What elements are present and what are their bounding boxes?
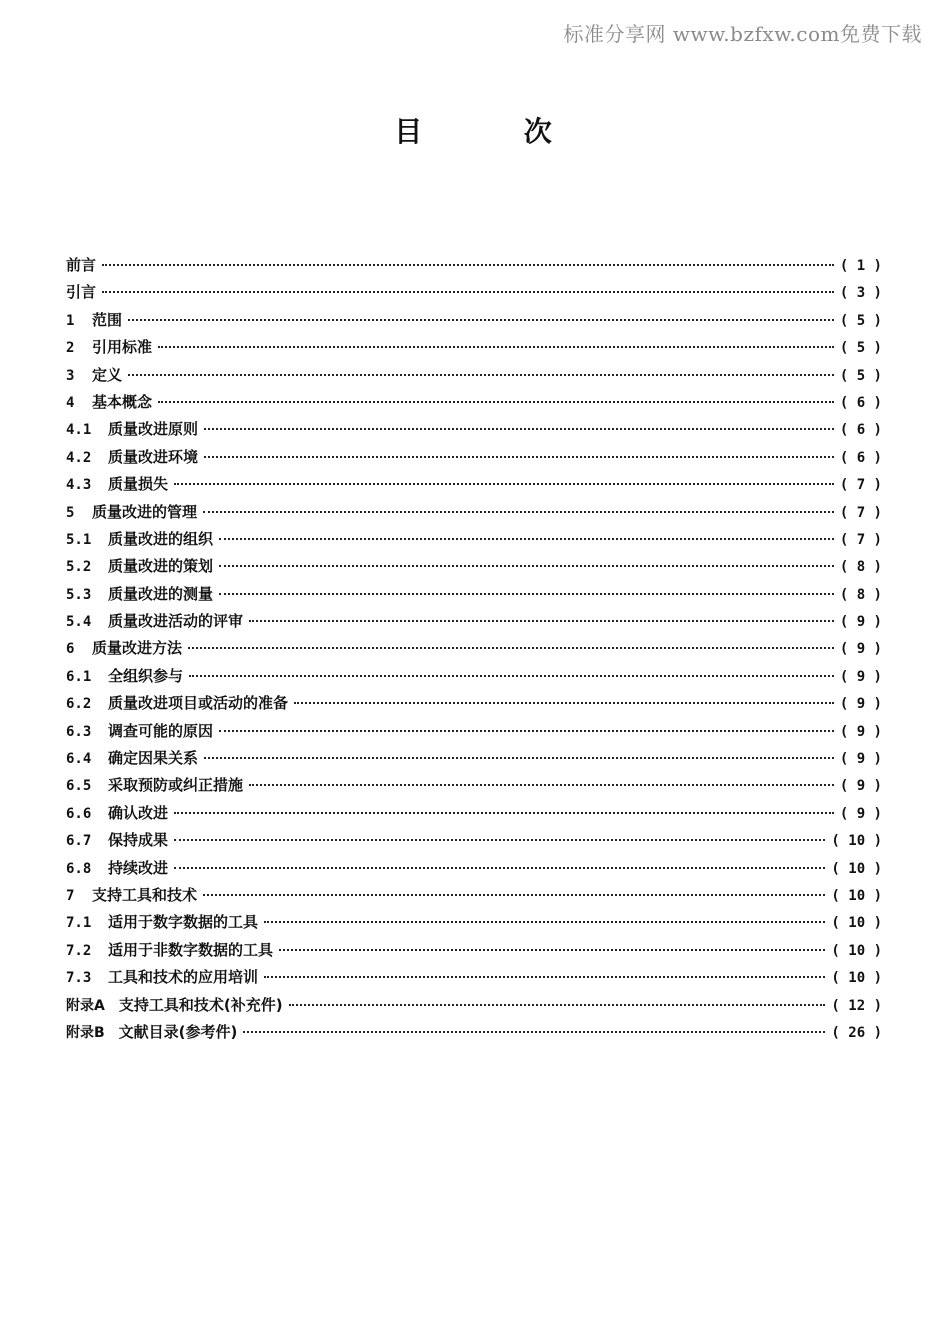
toc-entry-title: 质量改进原则 — [108, 420, 199, 439]
toc-dot-leader — [174, 483, 834, 485]
toc-entry-number: 7.3 — [66, 970, 92, 987]
toc-dot-leader — [204, 428, 834, 430]
toc-entry[interactable] — [66, 364, 882, 391]
toc-entry[interactable] — [66, 829, 882, 856]
toc-entry-title: 文献目录(参考件) — [118, 1022, 238, 1041]
toc-entry-page: ( 5 ) — [839, 312, 882, 329]
toc-entry-page: ( 9 ) — [839, 751, 882, 768]
toc-dot-leader — [158, 401, 834, 403]
toc-entry-page: ( 3 ) — [839, 285, 882, 302]
toc-dot-leader — [219, 565, 834, 567]
toc-entry-page: ( 5 ) — [839, 367, 882, 384]
toc-entry-number: 6.5 — [66, 778, 92, 795]
toc-entry[interactable] — [66, 994, 882, 1021]
toc-dot-leader — [264, 921, 825, 923]
toc-entry[interactable] — [66, 254, 882, 281]
toc-dot-leader — [249, 620, 834, 622]
toc-entry[interactable] — [66, 555, 882, 582]
title-char-right: 次 — [523, 115, 556, 148]
toc-entry-page: ( 9 ) — [839, 805, 882, 822]
toc-entry-page: ( 26 ) — [831, 1024, 882, 1041]
toc-dot-leader — [219, 538, 834, 540]
title-char-left: 目 — [394, 115, 427, 148]
toc-entry-page: ( 10 ) — [831, 887, 882, 904]
toc-entry-title: 支持工具和技术 — [92, 885, 198, 904]
toc-entry-page: ( 6 ) — [839, 422, 882, 439]
toc-dot-leader — [102, 264, 834, 266]
toc-entry-page: ( 10 ) — [831, 833, 882, 850]
toc-entry-page: ( 12 ) — [831, 997, 882, 1014]
toc-dot-leader — [204, 757, 834, 759]
toc-entry-number: 6.3 — [66, 723, 92, 740]
toc-dot-leader — [174, 839, 825, 841]
toc-entry-number: 6.7 — [66, 833, 92, 850]
toc-entry-title: 工具和技术的应用培训 — [108, 968, 259, 987]
toc-entry-page: ( 7 ) — [839, 477, 882, 494]
toc-dot-leader — [189, 675, 834, 677]
toc-entry-page: ( 10 ) — [831, 915, 882, 932]
toc-entry-page: ( 9 ) — [839, 641, 882, 658]
toc-entry[interactable] — [66, 610, 882, 637]
toc-dot-leader — [279, 949, 825, 951]
toc-entry[interactable] — [66, 720, 882, 747]
toc-entry[interactable] — [66, 583, 882, 610]
toc-entry-number: 1 — [66, 312, 75, 329]
toc-entry[interactable] — [66, 802, 882, 829]
toc-entry-number: 6 — [66, 641, 75, 658]
table-of-contents — [66, 254, 882, 1048]
toc-entry-page: ( 5 ) — [839, 340, 882, 357]
toc-entry[interactable] — [66, 309, 882, 336]
toc-entry-title: 质量改进的管理 — [92, 502, 198, 521]
toc-entry-number: 6.2 — [66, 696, 92, 713]
toc-entry-title: 质量改进项目或活动的准备 — [108, 694, 289, 713]
toc-dot-leader — [174, 812, 834, 814]
toc-entry[interactable] — [66, 473, 882, 500]
toc-entry-number: 3 — [66, 367, 75, 384]
toc-dot-leader — [128, 319, 834, 321]
toc-entry-page: ( 8 ) — [839, 559, 882, 576]
toc-entry-title: 质量改进的组织 — [108, 529, 214, 548]
toc-entry[interactable] — [66, 857, 882, 884]
toc-entry-number: 4 — [66, 394, 75, 411]
toc-dot-leader — [219, 593, 834, 595]
toc-entry-title: 范围 — [92, 310, 123, 329]
toc-entry[interactable] — [66, 692, 882, 719]
toc-entry-page: ( 6 ) — [839, 394, 882, 411]
toc-entry-title: 前言 — [66, 256, 97, 274]
toc-entry[interactable] — [66, 966, 882, 993]
toc-entry-title: 确定因果关系 — [108, 749, 199, 768]
watermark-text: 标准分享网 www.bzfxw.com免费下载 — [563, 22, 922, 46]
toc-entry-title: 全组织参与 — [108, 666, 184, 685]
toc-dot-leader — [243, 1031, 825, 1033]
toc-entry-number: 2 — [66, 340, 75, 357]
toc-entry-title: 引用标准 — [92, 338, 153, 357]
toc-entry-number: 5.1 — [66, 531, 92, 548]
toc-entry-title: 持续改进 — [108, 858, 169, 877]
toc-entry[interactable] — [66, 884, 882, 911]
toc-entry[interactable] — [66, 637, 882, 664]
toc-entry-title: 质量损失 — [108, 475, 169, 494]
toc-entry-number: 5.3 — [66, 586, 92, 603]
toc-entry-page: ( 9 ) — [839, 778, 882, 795]
toc-entry-page: ( 6 ) — [839, 449, 882, 466]
toc-entry-number: 7 — [66, 887, 75, 904]
toc-dot-leader — [174, 867, 825, 869]
toc-entry-title: 引言 — [66, 283, 97, 302]
toc-entry-title: 调查可能的原因 — [108, 721, 214, 740]
toc-entry-number: 6.8 — [66, 860, 92, 877]
toc-entry-title: 适用于数字数据的工具 — [108, 913, 259, 932]
toc-entry-title: 质量改进方法 — [92, 639, 183, 658]
toc-entry-page: ( 7 ) — [839, 504, 882, 521]
toc-entry-title: 支持工具和技术(补充件) — [118, 995, 283, 1014]
toc-dot-leader — [188, 647, 834, 649]
toc-entry-page: ( 1 ) — [839, 258, 882, 274]
toc-entry[interactable] — [66, 528, 882, 555]
toc-entry-page: ( 10 ) — [831, 860, 882, 877]
toc-entry[interactable] — [66, 446, 882, 473]
toc-dot-leader — [249, 784, 834, 786]
toc-entry-title: 质量改进活动的评审 — [108, 612, 244, 631]
toc-entry[interactable] — [66, 281, 882, 308]
toc-dot-leader — [204, 456, 834, 458]
toc-entry-title: 保持成果 — [108, 831, 169, 850]
toc-dot-leader — [128, 374, 834, 376]
toc-entry-number: 7.1 — [66, 915, 92, 932]
toc-entry[interactable] — [66, 911, 882, 938]
toc-entry[interactable] — [66, 939, 882, 966]
toc-entry-page: ( 8 ) — [839, 586, 882, 603]
toc-entry-title: 基本概念 — [92, 392, 153, 411]
toc-entry-number: 4.2 — [66, 449, 92, 466]
toc-entry-title: 确认改进 — [108, 803, 169, 822]
toc-entry-number: 附录B — [66, 1024, 105, 1041]
toc-entry[interactable] — [66, 418, 882, 445]
toc-dot-leader — [219, 730, 834, 732]
toc-entry-title: 质量改进的测量 — [108, 584, 214, 603]
toc-entry-number: 7.2 — [66, 942, 92, 959]
toc-entry-title: 质量改进的策划 — [108, 557, 214, 576]
toc-entry-number: 5.2 — [66, 559, 92, 576]
toc-entry[interactable] — [66, 1021, 882, 1048]
toc-entry-page: ( 9 ) — [839, 723, 882, 740]
toc-entry-number: 6.4 — [66, 751, 92, 768]
page-title — [0, 110, 950, 150]
toc-entry-number: 4.1 — [66, 422, 92, 439]
toc-dot-leader — [158, 346, 834, 348]
toc-entry[interactable] — [66, 501, 882, 528]
toc-entry-number: 附录A — [66, 997, 105, 1014]
toc-entry-page: ( 10 ) — [831, 942, 882, 959]
toc-entry-page: ( 9 ) — [839, 696, 882, 713]
toc-dot-leader — [264, 976, 825, 978]
toc-entry-title: 质量改进环境 — [108, 447, 199, 466]
toc-entry-title: 定义 — [92, 365, 123, 384]
toc-dot-leader — [294, 702, 834, 704]
toc-entry[interactable] — [66, 391, 882, 418]
toc-dot-leader — [102, 291, 834, 293]
toc-entry[interactable] — [66, 336, 882, 363]
toc-entry[interactable] — [66, 747, 882, 774]
toc-entry-number: 5 — [66, 504, 75, 521]
toc-dot-leader — [203, 511, 834, 513]
toc-entry-number: 6.6 — [66, 805, 92, 822]
toc-entry-page: ( 7 ) — [839, 531, 882, 548]
toc-entry-page: ( 10 ) — [831, 970, 882, 987]
toc-entry-number: 4.3 — [66, 477, 92, 494]
toc-entry-number: 5.4 — [66, 614, 92, 631]
toc-entry-title: 适用于非数字数据的工具 — [108, 940, 274, 959]
toc-entry[interactable] — [66, 665, 882, 692]
toc-entry[interactable] — [66, 774, 882, 801]
toc-entry-page: ( 9 ) — [839, 614, 882, 631]
toc-entry-page: ( 9 ) — [839, 668, 882, 685]
toc-dot-leader — [203, 894, 825, 896]
toc-entry-title: 采取预防或纠正措施 — [108, 776, 244, 795]
toc-dot-leader — [289, 1004, 826, 1006]
toc-entry-number: 6.1 — [66, 668, 92, 685]
